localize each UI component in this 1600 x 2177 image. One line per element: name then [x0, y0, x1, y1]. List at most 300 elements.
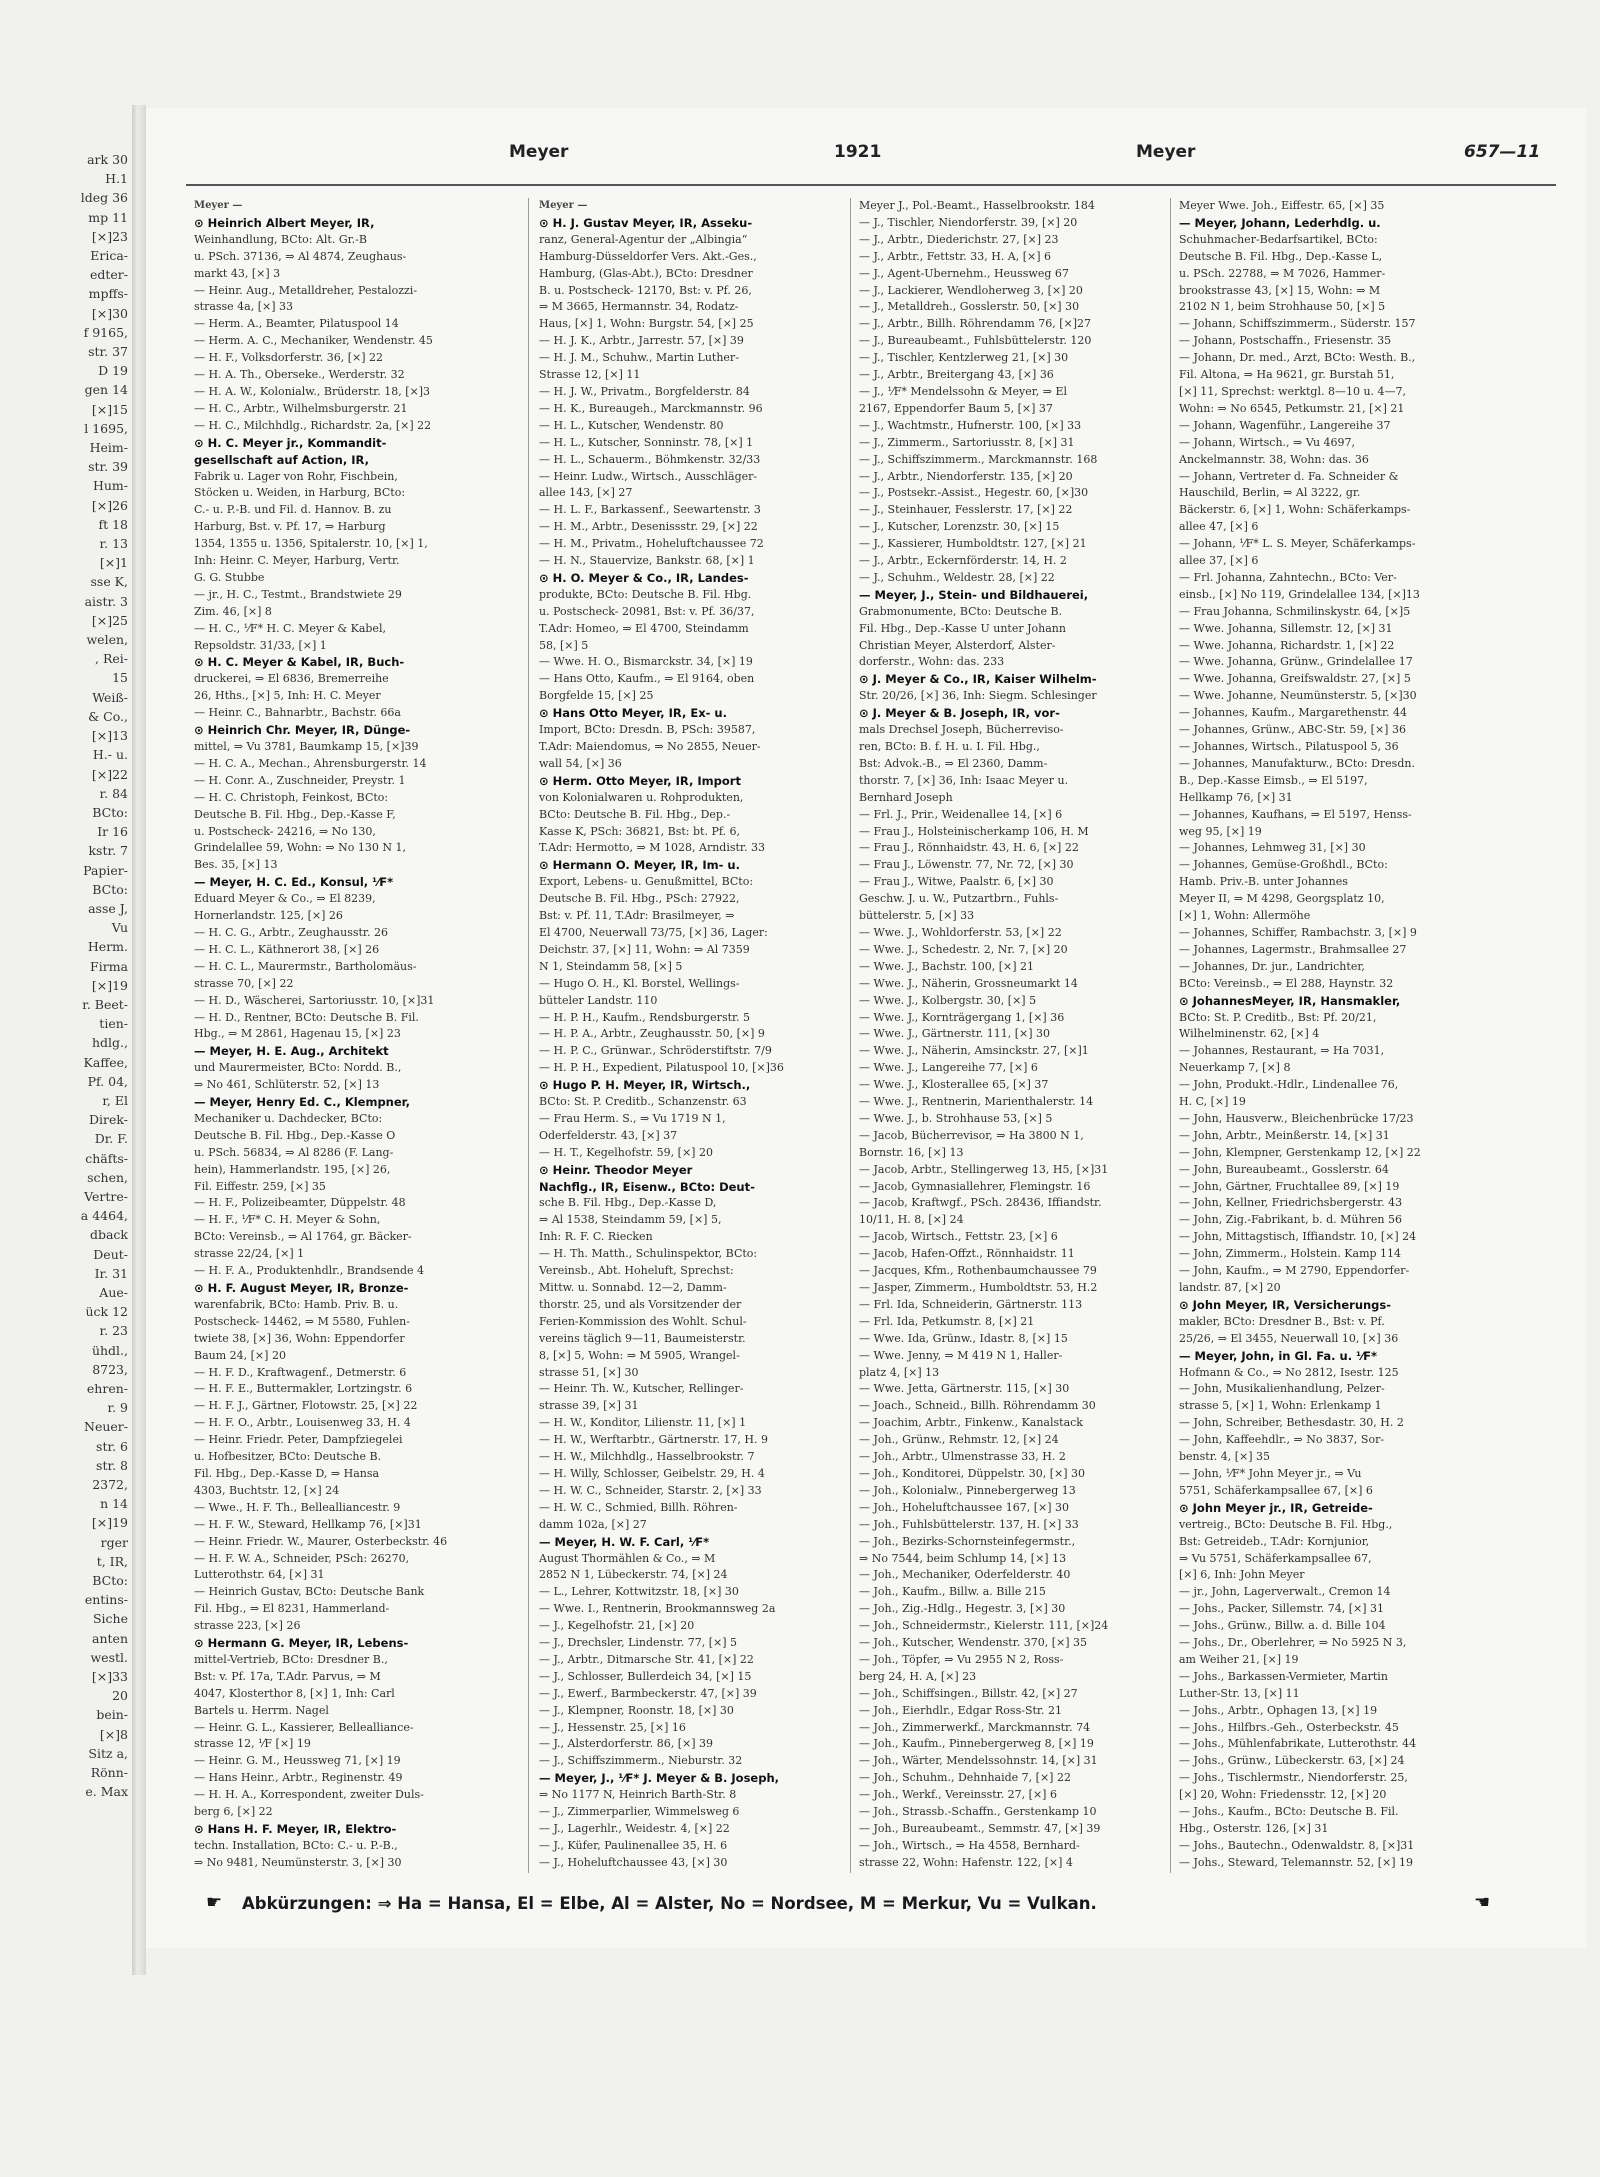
- directory-entry: Hbg., ⇒ M 2861, Hagenau 15, [×] 23: [194, 1027, 401, 1041]
- directory-entry: — Johs., Steward, Telemannstr. 52, [×] 19: [1179, 1855, 1414, 1869]
- directory-entry: — H. M., Privatm., Hoheluftchaussee 72: [539, 537, 764, 551]
- directory-entry: Schuhmacher-Bedarfsartikel, BCto:: [1179, 232, 1378, 246]
- directory-entry: — Frl. Johanna, Zahntechn., BCto: Ver-: [1179, 570, 1397, 584]
- directory-entry: Postscheck- 14462, ⇒ M 5580, Fuhlen-: [194, 1314, 410, 1328]
- directory-entry: — John, Hausverw., Bleichenbrücke 17/23: [1179, 1111, 1414, 1125]
- directory-entry: Eduard Meyer & Co., ⇒ El 8239,: [194, 892, 376, 906]
- directory-entry: — John, Kaufm., ⇒ M 2790, Eppendorfer-: [1179, 1264, 1410, 1278]
- directory-entry: — Joh., Schneidermstr., Kielerstr. 111, [×]24: [859, 1619, 1109, 1633]
- directory-entry: — John, Kaffeehdlr., ⇒ No 3837, Sor-: [1179, 1433, 1385, 1447]
- margin-fragment: anten: [92, 1630, 128, 1646]
- directory-entry: Lutterothstr. 64, [×] 31: [194, 1568, 325, 1582]
- directory-entry: — J., Tischler, Kentzlerweg 21, [×] 30: [859, 351, 1069, 365]
- directory-entry: — Johann, Dr. med., Arzt, BCto: Westh. B.,: [1179, 351, 1416, 365]
- entry-firm-heading: ⊙ H. J. Gustav Meyer, IR, Asseku-: [539, 215, 753, 230]
- directory-entry: markt 43, [×] 3: [194, 266, 281, 280]
- directory-entry: — Joh., Arbtr., Ulmenstrasse 33, H. 2: [859, 1450, 1066, 1464]
- entry-firm-heading: ⊙ John Meyer jr., IR, Getreide-: [1179, 1500, 1373, 1515]
- directory-entry: — J., Arbtr., Ditmarsche Str. 41, [×] 22: [539, 1652, 754, 1666]
- directory-entry: Weinhandlung, BCto: Alt. Gr.-B: [194, 232, 367, 246]
- directory-entry: — J., Tischler, Niendorferstr. 39, [×] 20: [859, 215, 1078, 229]
- directory-entry: — Wwe. I., Rentnerin, Brookmannsweg 2a: [539, 1602, 776, 1616]
- directory-entry: — J., Arbtr., Fettstr. 33, H. A, [×] 6: [859, 249, 1052, 263]
- directory-entry: Export, Lebens- u. Genußmittel, BCto:: [539, 875, 754, 889]
- directory-entry: strasse 5, [×] 1, Wohn: Erlenkamp 1: [1179, 1399, 1382, 1413]
- margin-fragment: [×]26: [91, 497, 128, 513]
- directory-entry: — H. C. Christoph, Feinkost, BCto:: [194, 790, 389, 804]
- directory-entry: — Johs., Bautechn., Odenwaldstr. 8, [×]31: [1179, 1838, 1415, 1852]
- directory-entry: — Joh., Konditorei, Düppelstr. 30, [×] 30: [859, 1466, 1086, 1480]
- margin-fragment: entins-: [84, 1592, 128, 1608]
- directory-entry: — Joh., Eierhdlr., Edgar Ross-Str. 21: [859, 1703, 1062, 1717]
- margin-fragment: Erica-: [90, 248, 128, 264]
- margin-fragment: Vu: [111, 920, 128, 936]
- margin-fragment: BCto:: [92, 804, 128, 820]
- directory-entry: — Joh., Wärter, Mendelssohnstr. 14, [×] 31: [859, 1754, 1098, 1768]
- directory-entry: von Kolonialwaren u. Rohprodukten,: [539, 790, 744, 804]
- directory-entry: — jr., John, Lagerverwalt., Cremon 14: [1179, 1585, 1391, 1599]
- directory-entry: — H. F. W. A., Schneider, PSch: 26270,: [194, 1551, 410, 1565]
- entry-firm-heading: — Meyer, John, in Gl. Fa. u. ⅟F*: [1179, 1348, 1378, 1363]
- directory-entry: — John, Schreiber, Bethesdastr. 30, H. 2: [1179, 1416, 1404, 1430]
- directory-entry: — Hans Otto, Kaufm., ⇒ El 9164, oben: [539, 672, 755, 686]
- margin-fragment: str. 37: [88, 344, 128, 360]
- directory-entry: u. Postscheck- 20981, Bst: v. Pf. 36/37,: [539, 604, 755, 618]
- directory-entry: — Joh., Töpfer, ⇒ Vu 2955 N 2, Ross-: [859, 1652, 1064, 1666]
- margin-fragment: sse K,: [90, 574, 128, 590]
- directory-entry: ⇒ Al 1538, Steindamm 59, [×] 5,: [539, 1213, 722, 1227]
- directory-entry: mals Drechsel Joseph, Bücherreviso-: [859, 723, 1064, 737]
- entry-firm-heading: — Meyer, Johann, Lederhdlg. u.: [1179, 215, 1381, 230]
- directory-entry: — J., Küfer, Paulinenallee 35, H. 6: [539, 1838, 728, 1852]
- directory-entry: büttelerstr. 5, [×] 33: [859, 909, 975, 923]
- margin-fragment: asse J,: [88, 900, 128, 916]
- entry-firm-heading: — Meyer, H. W. F. Carl, ⅟F*: [539, 1534, 710, 1549]
- margin-fragment: r. 23: [99, 1323, 128, 1339]
- directory-entry: — Heinr. Friedr. W., Maurer, Osterbeckstr. 46: [194, 1534, 448, 1548]
- directory-entry: strasse 22/24, [×] 1: [194, 1247, 305, 1261]
- directory-entry: — Frau J., Rönnhaidstr. 43, H. 6, [×] 22: [859, 841, 1079, 855]
- directory-entry: — Johann, Wagenführ., Langereihe 37: [1179, 418, 1391, 432]
- directory-entry: Bst: Advok.-B., ⇒ El 2360, Damm-: [859, 756, 1048, 770]
- directory-entry: El 4700, Neuerwall 73/75, [×] 36, Lager:: [539, 925, 768, 939]
- directory-entry: — Wwe. Johanna, Richardstr. 1, [×] 22: [1179, 638, 1395, 652]
- directory-entry: — H. F., Volksdorferstr. 36, [×] 22: [194, 351, 384, 365]
- directory-entry: mittel, ⇒ Vu 3781, Baumkamp 15, [×]39: [194, 740, 419, 753]
- directory-entry: — Wwe. J., Klosterallee 65, [×] 37: [859, 1078, 1049, 1092]
- header-year: 1921: [834, 142, 882, 162]
- directory-entry: — Wwe. J., Wohldorferstr. 53, [×] 22: [859, 925, 1062, 939]
- directory-entry: — H. F., ⅟F* C. H. Meyer & Sohn,: [194, 1213, 381, 1227]
- directory-entry: — Johs., Grünw., Lübeckerstr. 63, [×] 24: [1179, 1754, 1405, 1768]
- directory-entry: — Wwe. J., Kornträgergang 1, [×] 36: [859, 1010, 1065, 1024]
- directory-entry: — John, Musikalienhandlung, Pelzer-: [1179, 1382, 1385, 1396]
- directory-entry: — H. A. W., Kolonialw., Brüderstr. 18, [×]3: [194, 384, 430, 398]
- directory-entry: u. PSch. 56834, ⇒ Al 8286 (F. Lang-: [194, 1145, 394, 1159]
- directory-entry: — H. L., Kutscher, Wendenstr. 80: [539, 418, 724, 432]
- directory-entry: — Wwe. J., Schedestr. 2, Nr. 7, [×] 20: [859, 942, 1068, 956]
- directory-entry: — H. J. W., Privatm., Borgfelderstr. 84: [539, 384, 750, 398]
- directory-entry: — Wwe. Johanna, Greifswaldstr. 27, [×] 5: [1179, 672, 1411, 686]
- directory-entry: wall 54, [×] 36: [539, 756, 622, 770]
- directory-entry: — Johannes, Kaufm., Margarethenstr. 44: [1179, 706, 1407, 720]
- directory-entry: — Johs., Packer, Sillemstr. 74, [×] 31: [1179, 1602, 1385, 1616]
- directory-entry: — Johann, Schiffszimmerm., Süderstr. 157: [1179, 317, 1416, 331]
- directory-entry: BCto: St. P. Creditb., Schanzenstr. 63: [539, 1095, 747, 1109]
- margin-fragment: rger: [100, 1534, 128, 1550]
- directory-entry: — H. F. D., Kraftwagenf., Detmerstr. 6: [194, 1365, 407, 1379]
- margin-fragment: [×]13: [91, 728, 128, 744]
- margin-fragment: bein-: [96, 1707, 128, 1723]
- page-number: 657—11: [1464, 142, 1541, 162]
- margin-fragment: r. 84: [99, 785, 128, 801]
- margin-fragment: [×]33: [91, 1669, 128, 1685]
- directory-entry: — John, Zig.-Fabrikant, b. d. Mühren 56: [1179, 1213, 1402, 1227]
- directory-entry: — John, Arbtr., Meinßerstr. 14, [×] 31: [1179, 1128, 1390, 1142]
- directory-entry: — J., Arbtr., Diederichstr. 27, [×] 23: [859, 232, 1059, 246]
- directory-entry: Bornstr. 16, [×] 13: [859, 1145, 964, 1159]
- directory-entry: — H. D., Rentner, BCto: Deutsche B. Fil.: [194, 1010, 419, 1024]
- directory-entry: Deutsche B. Fil. Hbg., Dep.-Kasse L,: [1179, 249, 1383, 263]
- directory-entry: 2102 N 1, beim Strohhause 50, [×] 5: [1179, 300, 1386, 314]
- margin-fragment: ark 30: [87, 152, 128, 167]
- directory-entry: — H. W., Konditor, Lilienstr. 11, [×] 1: [539, 1416, 747, 1430]
- margin-fragment: , Rei-: [95, 651, 128, 667]
- directory-entry: — Herm. A., Beamter, Pilatuspool 14: [194, 317, 399, 331]
- margin-fragment: [×]22: [91, 766, 128, 782]
- directory-entry: Bäckerstr. 6, [×] 1, Wohn: Schäferkamps-: [1179, 503, 1411, 517]
- margin-fragment: Papier-: [83, 862, 128, 878]
- directory-entry: — Jacob, Gymnasiallehrer, Flemingstr. 16: [859, 1179, 1091, 1193]
- directory-entry: — J., Postsekr.-Assist., Hegestr. 60, [×]30: [859, 486, 1089, 500]
- directory-entry: — H. D., Wäscherei, Sartoriusstr. 10, [×]31: [194, 993, 435, 1007]
- directory-entry: — Wwe. J., Rentnerin, Marienthalerstr. 14: [859, 1095, 1094, 1109]
- directory-entry: — J., Bureaubeamt., Fuhlsbüttelerstr. 120: [859, 334, 1092, 348]
- directory-entry: — Wwe. J., Bachstr. 100, [×] 21: [859, 959, 1035, 973]
- directory-entry: — Heinr. Ludw., Wirtsch., Ausschläger-: [539, 469, 758, 483]
- directory-entry: — H. C. G., Arbtr., Zeughausstr. 26: [194, 925, 388, 939]
- directory-entry: — J., Zimmerparlier, Wimmelsweg 6: [539, 1805, 740, 1819]
- directory-entry: Bst: v. Pf. 11, T.Adr: Brasilmeyer, ⇒: [539, 909, 735, 923]
- directory-entry: 4047, Klosterthor 8, [×] 1, Inh: Carl: [194, 1686, 395, 1700]
- header-surname-right: Meyer: [1136, 142, 1196, 162]
- margin-fragment: dback: [89, 1227, 128, 1243]
- entry-firm-heading: ⊙ J. Meyer & B. Joseph, IR, vor-: [859, 706, 1060, 721]
- directory-entry: 10/11, H. 8, [×] 24: [859, 1213, 964, 1227]
- directory-entry: — Johannes, Gemüse-Großhdl., BCto:: [1179, 858, 1388, 872]
- directory-entry: — Joh., Kaufm., Billw. a. Bille 215: [859, 1585, 1046, 1599]
- adjacent-page-margin: [0, 150, 132, 1935]
- directory-entry: — Joh., Kolonialw., Pinnebergerweg 13: [859, 1483, 1076, 1497]
- margin-fragment: str. 39: [88, 459, 128, 475]
- directory-entry: — Herm. A. C., Mechaniker, Wendenstr. 45: [194, 334, 433, 348]
- directory-entry: — H. C. L., Käthnerort 38, [×] 26: [194, 942, 380, 956]
- directory-entry: N 1, Steindamm 58, [×] 5: [539, 959, 683, 973]
- directory-entry: — H. C. A., Mechan., Ahrensburgerstr. 14: [194, 756, 427, 770]
- directory-entry: — Johs., Kaufm., BCto: Deutsche B. Fil.: [1179, 1805, 1399, 1819]
- directory-entry: — Frl. Ida, Schneiderin, Gärtnerstr. 113: [859, 1297, 1083, 1311]
- directory-entry: ⇒ No 461, Schlüterstr. 52, [×] 13: [194, 1078, 380, 1092]
- directory-entry: 2167, Eppendorfer Baum 5, [×] 37: [859, 401, 1053, 415]
- margin-fragment: edter-: [89, 267, 128, 283]
- directory-entry: — H. F. W., Steward, Hellkamp 76, [×]31: [194, 1517, 422, 1531]
- margin-fragment: f 9165,: [83, 324, 128, 340]
- margin-fragment: welen,: [86, 632, 128, 648]
- margin-fragment: t, IR,: [96, 1553, 128, 1569]
- directory-entry: — J., Schuhm., Weldestr. 28, [×] 22: [859, 570, 1055, 584]
- directory-entry: — Johannes, Restaurant, ⇒ Ha 7031,: [1179, 1044, 1385, 1058]
- directory-entry: [194, 1872, 484, 1873]
- directory-entry: — Johannes, Lagermstr., Brahmsallee 27: [1179, 942, 1407, 956]
- margin-fragment: ehren-: [86, 1381, 128, 1396]
- directory-entry: Zim. 46, [×] 8: [194, 604, 272, 618]
- directory-entry: 8, [×] 5, Wohn: ⇒ M 5905, Wrangel-: [539, 1348, 740, 1362]
- directory-entry: — Wwe. Ida, Grünw., Idastr. 8, [×] 15: [859, 1331, 1068, 1345]
- entry-firm-heading: ⊙ Herm. Otto Meyer, IR, Import: [539, 773, 741, 788]
- directory-entry: — H. W., Milchhdlg., Hasselbrookstr. 7: [539, 1450, 755, 1464]
- directory-entry: — Johann, Postschaffn., Friesenstr. 35: [1179, 334, 1392, 348]
- directory-entry: — Johs., Barkassen-Vermieter, Martin: [1179, 1669, 1388, 1683]
- directory-entry: — Johann, Wirtsch., ⇒ Vu 4697,: [1179, 435, 1356, 449]
- directory-entry: — Jacob, Bücherrevisor, ⇒ Ha 3800 N 1,: [859, 1128, 1084, 1142]
- directory-entry: — Wwe., H. F. Th., Bellealliancestr. 9: [194, 1500, 401, 1514]
- directory-entry: — Jasper, Zimmerm., Humboldtstr. 53, H.2: [859, 1281, 1098, 1294]
- column-divider: [528, 198, 529, 1873]
- directory-entry: Meyer II, ⇒ M 4298, Georgsplatz 10,: [1179, 892, 1385, 906]
- directory-entry: — H. M., Arbtr., Desenissstr. 29, [×] 22: [539, 520, 758, 534]
- entry-firm-heading: gesellschaft auf Action, IR,: [194, 452, 369, 467]
- directory-entry: — Joh., Bezirks-Schornsteinfegermstr.,: [859, 1534, 1076, 1548]
- margin-fragment: Heim-: [89, 440, 128, 456]
- column-guide-word: Meyer —: [539, 200, 588, 211]
- directory-entry: ⇒ No 9481, Neumünsterstr. 3, [×] 30: [194, 1855, 402, 1869]
- directory-entry: — H. A. Th., Oberseke., Werderstr. 32: [194, 368, 405, 382]
- directory-entry: — Joachim, Arbtr., Finkenw., Kanalstack: [859, 1416, 1083, 1430]
- directory-entry: — J., Lagerhlr., Weidestr. 4, [×] 22: [539, 1822, 730, 1835]
- margin-fragment: BCto:: [92, 881, 128, 897]
- directory-entry: — H. P. H., Expedient, Pilatuspool 10, [×]36: [539, 1061, 784, 1075]
- directory-entry: Deutsche B. Fil. Hbg., Dep.-Kasse O: [194, 1128, 396, 1142]
- directory-entry: u. PSch. 22788, ⇒ M 7026, Hammer-: [1179, 266, 1386, 280]
- directory-entry: techn. Installation, BCto: C.- u. P.-B.,: [194, 1838, 398, 1852]
- directory-entry: — J., Metalldreh., Gosslerstr. 50, [×] 30: [859, 300, 1080, 314]
- directory-entry: Bes. 35, [×] 13: [194, 858, 278, 872]
- margin-fragment: n 14: [100, 1496, 128, 1512]
- directory-entry: Bst: v. Pf. 17a, T.Adr. Parvus, ⇒ M: [194, 1669, 381, 1683]
- directory-entry: Strasse 12, [×] 11: [539, 368, 641, 382]
- directory-entry: thorstr. 25, und als Vorsitzender der: [539, 1297, 742, 1311]
- directory-entry: — L., Lehrer, Kottwitzstr. 18, [×] 30: [539, 1585, 739, 1599]
- margin-fragment: Firma: [90, 958, 128, 974]
- directory-entry: Christian Meyer, Alsterdorf, Alster-: [859, 638, 1056, 652]
- directory-entry: T.Adr: Maiendomus, ⇒ No 2855, Neuer-: [539, 740, 761, 753]
- directory-entry: — Joh., Kaufm., Pinnebergerweg 8, [×] 19: [859, 1737, 1094, 1751]
- directory-entry: Bernhard Joseph: [859, 790, 953, 804]
- margin-fragment: Ir 16: [97, 824, 128, 840]
- directory-entry: Inh: Heinr. C. Meyer, Harburg, Vertr.: [194, 554, 400, 568]
- directory-entry: Fil. Hbg., ⇒ El 8231, Hammerland-: [194, 1602, 390, 1616]
- directory-entry: — H. L., Schauerm., Böhmkenstr. 32/33: [539, 452, 761, 466]
- directory-entry: am Weiher 21, [×] 19: [1179, 1652, 1299, 1666]
- margin-fragment: chäfts-: [85, 1150, 128, 1166]
- directory-entry: Repsoldstr. 31/33, [×] 1: [194, 638, 327, 652]
- entry-firm-heading: ⊙ H. C. Meyer & Kabel, IR, Buch-: [194, 655, 405, 670]
- directory-entry: — J., Schiffszimmerm., Marckmannstr. 168: [859, 452, 1098, 466]
- directory-entry: u. PSch. 37136, ⇒ Al 4874, Zeughaus-: [194, 249, 407, 263]
- directory-entry: berg 6, [×] 22: [194, 1805, 273, 1819]
- directory-entry: — Johannes, Kaufhans, ⇒ El 5197, Henss-: [1179, 807, 1412, 821]
- directory-entry: — J., Kegelhofstr. 21, [×] 20: [539, 1619, 695, 1633]
- margin-fragment: westl.: [90, 1649, 128, 1665]
- column-guide-word: Meyer —: [194, 200, 243, 211]
- directory-entry: 5751, Schäferkampsallee 67, [×] 6: [1179, 1483, 1373, 1497]
- directory-entry: — J., Arbtr., Niendorferstr. 135, [×] 20: [859, 469, 1073, 483]
- directory-entry: einsb., [×] No 119, Grindelallee 134, [×]13: [1179, 587, 1420, 601]
- directory-entry: — H. C. L., Maurermstr., Bartholomäus-: [194, 959, 417, 973]
- directory-entry: August Thormählen & Co., ⇒ M: [539, 1551, 716, 1565]
- directory-entry: — Johs., Mühlenfabrikate, Lutterothstr. 44: [1179, 1737, 1417, 1751]
- margin-fragment: Deut-: [93, 1246, 128, 1262]
- entry-firm-heading: ⊙ Hans Otto Meyer, IR, Ex- u.: [539, 706, 727, 721]
- margin-fragment: D 19: [98, 363, 128, 379]
- directory-entry: platz 4, [×] 13: [859, 1365, 940, 1379]
- margin-fragment: mp 11: [88, 209, 128, 225]
- directory-entry: — Johann, ⅟F* L. S. Meyer, Schäferkamps-: [1179, 537, 1416, 551]
- margin-fragment: Rönn-: [90, 1765, 128, 1781]
- directory-entry: — H. W. C., Schneider, Starstr. 2, [×] 33: [539, 1483, 762, 1497]
- directory-entry: — J., Ewerf., Barmbeckerstr. 47, [×] 39: [539, 1686, 757, 1700]
- directory-entry: 4303, Buchtstr. 12, [×] 24: [194, 1483, 340, 1497]
- directory-entry: strasse 39, [×] 31: [539, 1399, 639, 1413]
- directory-entry: und Maurermeister, BCto: Nordd. B.,: [194, 1061, 402, 1075]
- directory-entry: [859, 1872, 1149, 1873]
- directory-entry: — H. J. M., Schuhw., Martin Luther-: [539, 351, 739, 365]
- directory-entry: T.Adr: Hermotto, ⇒ M 1028, Arndistr. 33: [539, 841, 765, 855]
- directory-entry: Hellkamp 76, [×] 31: [1179, 790, 1293, 804]
- directory-entry: Hauschild, Berlin, ⇒ Al 3222, gr.: [1179, 486, 1361, 500]
- directory-entry: — H. Th. Matth., Schulinspektor, BCto:: [539, 1247, 758, 1261]
- directory-entry: — Jacob, Hafen-Offzt., Rönnhaidstr. 11: [859, 1247, 1075, 1261]
- directory-entry: — John, Klempner, Gerstenkamp 12, [×] 22: [1179, 1145, 1421, 1159]
- directory-entry: — Johannes, Schiffer, Rambachstr. 3, [×] 9: [1179, 925, 1417, 939]
- margin-fragment: H.- u.: [92, 747, 128, 763]
- directory-entry: thorstr. 7, [×] 36, Inh: Isaac Meyer u.: [859, 773, 1069, 787]
- directory-entry: — Joh., Wirtsch., ⇒ Ha 4558, Bernhard-: [859, 1838, 1080, 1852]
- directory-entry: — H. W., Werftarbtr., Gärtnerstr. 17, H. 9: [539, 1433, 769, 1447]
- directory-entry: hein), Hammerlandstr. 195, [×] 26,: [194, 1162, 391, 1176]
- directory-entry: H. C, [×] 19: [1179, 1095, 1246, 1109]
- directory-entry: — John, Gärtner, Fruchtallee 89, [×] 19: [1179, 1179, 1400, 1193]
- directory-entry: Deutsche B. Fil. Hbg., PSch: 27922,: [539, 892, 740, 906]
- directory-entry: 25/26, ⇒ El 3455, Neuerwall 10, [×] 36: [1179, 1331, 1399, 1345]
- margin-fragment: tien-: [99, 1016, 128, 1032]
- margin-fragment: Pf. 04,: [87, 1073, 128, 1089]
- directory-entry: — J., Alsterdorferstr. 86, [×] 39: [539, 1737, 713, 1751]
- entry-firm-heading: ⊙ Heinrich Chr. Meyer, IR, Dünge-: [194, 723, 411, 738]
- entry-firm-heading: ⊙ JohannesMeyer, IR, Hansmakler,: [1179, 993, 1401, 1008]
- directory-entry: [1179, 1872, 1469, 1873]
- margin-fragment: [×]23: [91, 228, 128, 244]
- margin-fragment: str. 8: [96, 1457, 128, 1473]
- abbreviation-footer: [206, 1892, 1546, 1922]
- entry-firm-heading: — Meyer, H. E. Aug., Architekt: [194, 1044, 389, 1059]
- margin-fragment: Ir. 31: [94, 1265, 128, 1281]
- directory-entry: strasse 70, [×] 22: [194, 976, 294, 990]
- directory-entry: — Wwe. J., Kolbergstr. 30, [×] 5: [859, 993, 1037, 1007]
- directory-entry: Meyer J., Pol.-Beamt., Hasselbrookstr. 184: [859, 199, 1095, 212]
- directory-entry: — Wwe. J., b. Strohhause 53, [×] 5: [859, 1111, 1053, 1125]
- directory-entry: Meyer Wwe. Joh., Eiffestr. 65, [×] 35: [1179, 199, 1385, 212]
- directory-entry: [×] 6, Inh: John Meyer: [1179, 1568, 1305, 1582]
- directory-entry: — Joh., Zig.-Hdlg., Hegestr. 3, [×] 30: [859, 1602, 1066, 1616]
- directory-entry: — J., Steinhauer, Fesslerstr. 17, [×] 22: [859, 503, 1073, 517]
- entry-firm-heading: — Meyer, J., Stein- und Bildhauerei,: [859, 587, 1089, 602]
- directory-entry: — jr., H. C., Testmt., Brandstwiete 29: [194, 587, 402, 601]
- margin-fragment: mpffs-: [88, 286, 128, 302]
- directory-entry: — J., Hessenstr. 25, [×] 16: [539, 1720, 686, 1734]
- directory-entry: — J., Lackierer, Wendloherweg 3, [×] 20: [859, 283, 1083, 297]
- margin-fragment: Direk-: [89, 1112, 128, 1128]
- directory-entry: — Heinrich Gustav, BCto: Deutsche Bank: [194, 1585, 425, 1599]
- directory-entry: — Johannes, Dr. jur., Landrichter,: [1179, 959, 1365, 973]
- directory-entry: — Johann, Vertreter d. Fa. Schneider &: [1179, 469, 1399, 483]
- directory-entry: strasse 12, ⅟F [×] 19: [194, 1737, 311, 1751]
- directory-entry: — John, Mittagstisch, Iffiandstr. 10, [×] 24: [1179, 1230, 1417, 1244]
- directory-entry: — Heinr. Th. W., Kutscher, Rellinger-: [539, 1382, 744, 1396]
- directory-entry: Wohn: ⇒ No 6545, Petkumstr. 21, [×] 21: [1179, 401, 1405, 415]
- directory-entry: — John, Bureaubeamt., Gosslerstr. 64: [1179, 1162, 1389, 1176]
- directory-entry: G. G. Stubbe: [194, 570, 265, 584]
- directory-entry: — J., Klempner, Roonstr. 18, [×] 30: [539, 1703, 734, 1717]
- directory-entry: — Wwe. J., Näherin, Amsinckstr. 27, [×]1: [859, 1044, 1089, 1058]
- directory-entry: — Joh., Bureaubeamt., Semmstr. 47, [×] 39: [859, 1822, 1101, 1835]
- directory-entry: — Frau Johanna, Schmilinskystr. 64, [×]5: [1179, 604, 1411, 618]
- margin-fragment: Hum-: [92, 478, 128, 494]
- entry-firm-heading: — Meyer, H. C. Ed., Konsul, ⅟F*: [194, 875, 394, 890]
- directory-entry: Str. 20/26, [×] 36, Inh: Siegm. Schlesinger: [859, 689, 1097, 703]
- directory-entry: — Johannes, Lehmweg 31, [×] 30: [1179, 841, 1366, 855]
- directory-entry: — H. L., Kutscher, Sonninstr. 78, [×] 1: [539, 435, 754, 449]
- directory-entry: — H. F., Polizeibeamter, Düppelstr. 48: [194, 1196, 406, 1210]
- margin-fragment: ück 12: [85, 1304, 128, 1320]
- directory-entry: — Johs., Arbtr., Ophagen 13, [×] 19: [1179, 1703, 1378, 1717]
- directory-entry: — Jacob, Kraftwgf., PSch. 28436, Iffiandstr.: [859, 1196, 1102, 1210]
- margin-fragment: gen 14: [84, 382, 128, 398]
- directory-entry: Fabrik u. Lager von Rohr, Fischbein,: [194, 469, 398, 483]
- directory-entry: BCto: Vereinsb., ⇒ Al 1764, gr. Bäcker-: [194, 1230, 412, 1244]
- directory-entry: weg 95, [×] 19: [1179, 824, 1262, 838]
- directory-entry: — Wwe. Jenny, ⇒ M 419 N 1, Haller-: [859, 1348, 1063, 1362]
- book-gutter: [132, 105, 146, 1975]
- margin-fragment: hdlg.,: [92, 1035, 128, 1051]
- directory-entry: T.Adr: Homeo, ⇒ El 4700, Steindamm: [539, 621, 749, 635]
- directory-entry: Deichstr. 37, [×] 11, Wohn: ⇒ Al 7359: [539, 942, 750, 956]
- directory-entry: vereins täglich 9—11, Baumeisterstr.: [539, 1331, 746, 1345]
- directory-entry: — Joh., Mechaniker, Oderfelderstr. 40: [859, 1568, 1071, 1582]
- directory-entry: Hbg., Osterstr. 126, [×] 31: [1179, 1822, 1329, 1835]
- directory-entry: Hamburg, (Glas-Abt.), BCto: Dresdner: [539, 266, 753, 280]
- directory-entry: — Wwe. Johanne, Neumünsterstr. 5, [×]30: [1179, 689, 1417, 703]
- directory-entry: Baum 24, [×] 20: [194, 1348, 286, 1362]
- column-divider: [850, 198, 851, 1873]
- column-3: [859, 198, 1149, 1873]
- directory-entry: Hofmann & Co., ⇒ No 2812, Isestr. 125: [1179, 1365, 1399, 1379]
- margin-fragment: Vertre-: [84, 1188, 128, 1204]
- directory-entry: ⇒ No 1177 N, Heinrich Barth-Str. 8: [539, 1788, 737, 1802]
- directory-entry: — Wwe. J., Gärtnerstr. 111, [×] 30: [859, 1027, 1051, 1041]
- directory-entry: — Joh., Schiffsingen., Billstr. 42, [×] 27: [859, 1686, 1078, 1700]
- directory-entry: — Heinr. Friedr. Peter, Dampfziegelei: [194, 1433, 403, 1447]
